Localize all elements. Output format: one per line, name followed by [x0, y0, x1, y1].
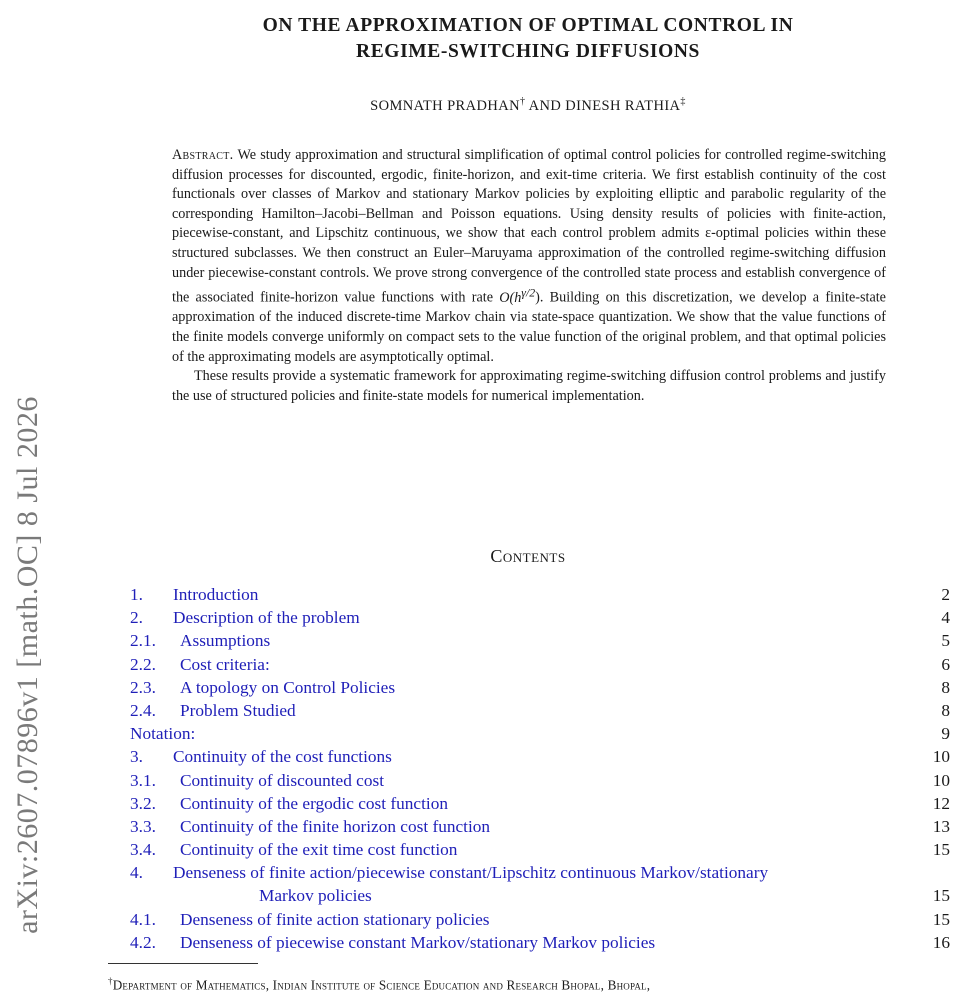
contents-heading: Contents	[490, 546, 566, 566]
author-joiner: AND	[528, 97, 562, 114]
toc-entry-label[interactable]: Notation:	[130, 724, 196, 744]
toc-entry-number[interactable]: 2.1.	[130, 631, 156, 651]
toc-entry-link[interactable]	[180, 676, 395, 699]
toc-entry-link[interactable]	[180, 815, 490, 838]
convergence-rate-exponent: γ/2	[521, 285, 536, 300]
convergence-rate-close: )	[535, 289, 540, 306]
author-line	[100, 96, 956, 115]
toc-entry-page-number: 10	[932, 747, 950, 767]
toc-entry-link[interactable]	[173, 861, 768, 907]
footnote-rule	[108, 963, 258, 964]
toc-entry[interactable]	[130, 606, 950, 629]
toc-entry[interactable]	[130, 838, 950, 861]
toc-entry-number[interactable]: 2.4.	[130, 700, 156, 720]
author-2-footnote-mark: ‡	[680, 96, 686, 107]
footnote-mark: †	[108, 976, 113, 986]
abstract-paragraph-1	[172, 146, 886, 367]
toc-entry-number[interactable]: 3.4.	[130, 840, 156, 860]
toc-entry[interactable]	[130, 792, 950, 815]
toc-entry[interactable]	[130, 629, 950, 652]
toc-entry-page-number: 15	[932, 886, 950, 906]
toc-entry-label[interactable]: Continuity of the exit time cost function	[180, 840, 458, 860]
paper-title	[100, 13, 956, 65]
toc-entry-label[interactable]: Denseness of finite action/piecewise constant/Lipschitz continuous Markov/stationary	[173, 863, 769, 883]
author-2-name: DINESH RATHIA	[565, 97, 681, 114]
toc-entry-page-number: 2	[941, 585, 950, 604]
toc-entry-label[interactable]: Problem Studied	[180, 700, 296, 720]
toc-entry-link[interactable]	[180, 629, 270, 652]
toc-entry-page-number: 6	[941, 654, 950, 674]
toc-entry[interactable]	[130, 861, 950, 907]
toc-entry[interactable]	[130, 676, 950, 699]
toc-entry-link[interactable]	[180, 769, 384, 792]
toc-entry[interactable]	[130, 653, 950, 676]
toc-entry-page-number: 8	[941, 700, 950, 720]
toc-entry-number[interactable]: 2.3.	[130, 677, 156, 697]
toc-entry-label[interactable]: Description of the problem	[173, 608, 360, 628]
toc-entry[interactable]	[130, 908, 950, 931]
toc-entry-label[interactable]: Cost criteria:	[180, 654, 270, 674]
toc-entry-number[interactable]: 2.	[130, 608, 143, 628]
toc-entry-label[interactable]: A topology on Control Policies	[180, 677, 396, 697]
toc-entry-label-continuation[interactable]: Markov policies	[259, 886, 372, 906]
toc-entry[interactable]	[130, 769, 950, 792]
convergence-rate: $O(h^{\gamma/2}$	[499, 285, 536, 306]
toc-entry[interactable]	[130, 931, 950, 954]
toc-entry-label[interactable]: Continuity of the cost functions	[173, 747, 392, 767]
toc-entry[interactable]	[130, 815, 950, 838]
toc-entry-number[interactable]: 4.	[130, 863, 143, 883]
toc-entry[interactable]	[130, 583, 950, 606]
toc-entry-link[interactable]	[180, 908, 490, 931]
paper-title-line-2: REGIME-SWITCHING DIFFUSIONS	[356, 41, 700, 62]
toc-entry-page-number: 15	[932, 840, 950, 860]
toc-entry-page-number: 12	[932, 793, 950, 813]
paper-title-line-1: ON THE APPROXIMATION OF OPTIMAL CONTROL IN	[262, 15, 794, 36]
toc-entry-link[interactable]	[180, 792, 448, 815]
toc-entry-page-number: 9	[941, 724, 950, 744]
toc-entry-link[interactable]	[180, 653, 270, 676]
abstract-text-part-1: We study approximation and structural simplification of optimal control policies for controlled regime-switching diffusion processes for discounted, ergodic, finite-horizon, and exit-time criteria. We first establish continuity of the cost functionals over classes of Markov and stationary Markov policies by exploiting elliptic and parabolic regularity of the corresponding Hamilton–Jacobi–Bellman and Poisson equations. Using density results of policies with finite-action, piecewise-constant, and Lipschitz continuous, we show that each control problem admits ε-optimal policies within these structured subclasses. We then construct an Euler–Maruyama approximation of the controlled regime-switching diffusion under piecewise-constant controls. We prove strong convergence of the controlled state process and establish convergence of the associated finite-horizon value functions with rate	[172, 147, 886, 306]
toc-entry-number[interactable]: 2.2.	[130, 654, 156, 674]
toc-entry-page-number: 5	[941, 631, 950, 651]
toc-entry-page-number: 15	[932, 909, 950, 929]
toc-entry-link[interactable]	[173, 745, 392, 768]
toc-entry-label[interactable]: Assumptions	[180, 631, 271, 651]
toc-entry-number[interactable]: 3.2.	[130, 793, 156, 813]
toc-entry-label[interactable]: Continuity of the ergodic cost function	[180, 793, 448, 813]
toc-entry-number[interactable]: 4.2.	[130, 932, 156, 952]
toc-entry-label[interactable]: Introduction	[173, 585, 259, 604]
footnote-text: Department of Mathematics, Indian Institute of Science Education and Research Bhopal, Bhopal,	[112, 977, 651, 993]
toc-entry-link[interactable]	[173, 606, 360, 629]
table-of-contents	[130, 583, 950, 954]
abstract-text-part-2: . Building on this discretization, we develop a finite-state approximation of the induced discrete-time Markov chain via state-space quantization. We show that the value functions of the finite models converge uniformly on compact sets to the value function of the original problem, and that optimal policies of the approximating models are asymptotically optimal.	[172, 289, 886, 365]
toc-entry-number[interactable]: 4.1.	[130, 909, 156, 929]
toc-entry-link[interactable]	[130, 722, 195, 745]
toc-entry-label[interactable]: Continuity of the finite horizon cost function	[180, 816, 491, 836]
toc-entry-page-number: 8	[941, 677, 950, 697]
author-1-footnote-mark: †	[519, 96, 526, 107]
toc-entry-page-number: 4	[941, 608, 950, 628]
abstract-heading: Abstract.	[172, 147, 234, 163]
toc-entry-label[interactable]: Continuity of discounted cost	[180, 770, 384, 790]
toc-entry-number[interactable]: 3.1.	[130, 770, 156, 790]
toc-entry-page-number: 16	[932, 932, 950, 952]
toc-entry-link[interactable]	[180, 699, 296, 722]
toc-entry-page-number: 10	[932, 770, 950, 790]
toc-entry-label[interactable]: Denseness of finite action stationary policies	[180, 909, 490, 929]
toc-entry-label[interactable]: Denseness of piecewise constant Markov/stationary Markov policies	[180, 932, 656, 952]
author-1-name: SOMNATH PRADHAN	[370, 97, 520, 114]
toc-entry-link[interactable]	[173, 583, 258, 606]
abstract	[172, 146, 886, 406]
abstract-paragraph-2: These results provide a systematic framework for approximating regime-switching diffusion control problems and justify the use of structured policies and finite-state models for numerical implementation.	[172, 368, 886, 404]
arxiv-identifier-stamp	[0, 340, 56, 990]
toc-entry[interactable]	[130, 722, 950, 745]
toc-entry-number[interactable]: 3.3.	[130, 816, 156, 836]
toc-entry-number[interactable]: 1.	[130, 585, 143, 604]
toc-entry-page-number: 13	[932, 816, 950, 836]
footnote	[108, 972, 958, 994]
toc-entry-link[interactable]	[180, 931, 655, 954]
toc-entry-link[interactable]	[180, 838, 457, 861]
toc-entry[interactable]	[130, 699, 950, 722]
arxiv-identifier-text: arXiv:2607.07896v1 [math.OC] 8 Jul 2026	[11, 396, 44, 934]
toc-entry[interactable]	[130, 745, 950, 768]
toc-entry-number[interactable]: 3.	[130, 747, 143, 767]
